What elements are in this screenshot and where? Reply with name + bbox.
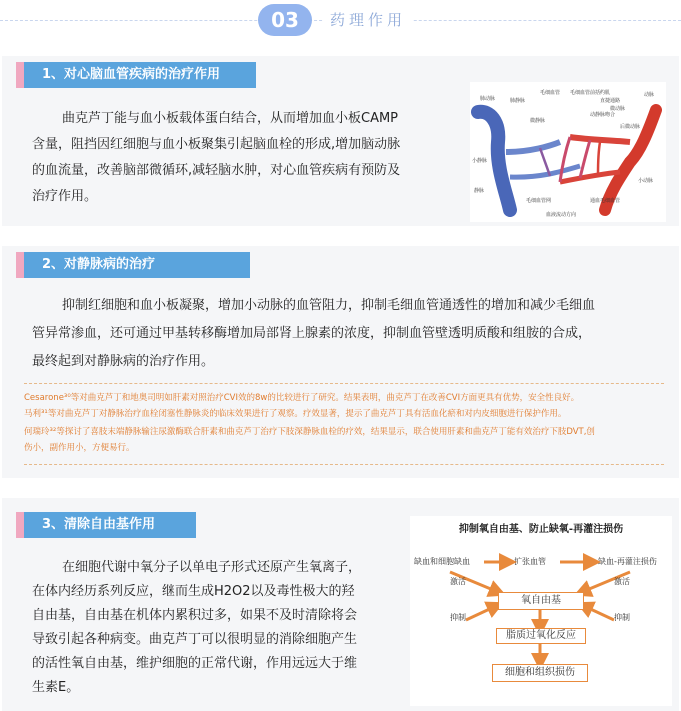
diagram-label: 肺动脉 bbox=[480, 96, 496, 102]
paragraph-line: 管异常渗血，还可通过甲基转移酶增加局部肾上腺素的浓度，抑制血管壁透明质酸和组胺的合成， bbox=[32, 326, 592, 341]
flowchart-top-label: 缺血-再灌注损伤 bbox=[598, 557, 657, 566]
flowchart-side-label: 激活 bbox=[450, 577, 466, 586]
diagram-label: 小动脉 bbox=[638, 178, 654, 184]
diagram-label: 小静脉 bbox=[472, 158, 488, 164]
section-title-tab bbox=[16, 252, 250, 278]
paragraph-line: 在细胞代谢中氧分子以单电子形式还原产生氧离子， bbox=[62, 560, 362, 575]
diagram-label: 血液流动方向 bbox=[546, 212, 577, 218]
diagram-label: 毛细血管前括约肌 bbox=[570, 90, 611, 96]
diagram-label: 动脉 bbox=[644, 92, 655, 98]
research-notes bbox=[24, 383, 664, 465]
section-title: 2、对静脉病的治疗 bbox=[42, 257, 156, 272]
paragraph-line: 治疗作用。 bbox=[32, 189, 98, 204]
section-title: 3、清除自由基作用 bbox=[42, 517, 156, 532]
diagram-label: 肺静脉 bbox=[510, 98, 526, 104]
note-line: 何瑞玲³²等探讨了喜肢末端静脉输注尿激酶联合肝素和曲克芦丁治疗下肢深静脉血栓的疗效，结果显示，联合使用肝素和曲克芦丁能有效治疗下肢DVT,创 bbox=[24, 427, 595, 437]
paragraph-line: 在体内经历系列反应，继而生成H2O2以及毒性极大的羟 bbox=[32, 584, 355, 599]
flowchart-side-label: 抑制 bbox=[614, 613, 630, 622]
diagram-label: 毛细血管网 bbox=[526, 198, 552, 204]
section-title: 1、对心脑血管疾病的治疗作用 bbox=[42, 67, 221, 82]
section-header bbox=[0, 0, 681, 40]
flowchart-box: 细胞和组织损伤 bbox=[492, 664, 588, 682]
note-line: Cesarone³⁰等对曲克芦丁和地奥司明如肝素对照治疗CVI效的8w的比较进行了研究。结果表明，曲克芦丁在改善CVI方面更具有优势，安全性良好。 bbox=[24, 393, 580, 403]
paragraph-line: 的活性氧自由基，维护细胞的正常代谢，作用远远大于维 bbox=[32, 656, 358, 671]
diagram-label: 微静脉 bbox=[530, 118, 546, 124]
capillary-diagram bbox=[470, 82, 666, 222]
card-free-radical bbox=[2, 490, 679, 711]
free-radical-flowchart bbox=[410, 516, 672, 706]
diagram-label: 直捷通路 bbox=[600, 98, 621, 104]
paragraph-line: 生素E。 bbox=[32, 680, 80, 695]
paragraph-line: 含量，阻挡因红细胞与血小板聚集引起脑血栓的形成,增加脑动脉 bbox=[32, 137, 401, 152]
section-label: 药理作用 bbox=[324, 8, 412, 32]
flowchart-title: 抑制氧自由基、防止缺氧-再灌注损伤 bbox=[458, 524, 624, 535]
flowchart-side-label: 抑制 bbox=[450, 613, 466, 622]
note-line: 伤小，副作用小，方便易行。 bbox=[24, 443, 135, 453]
diagram-label: 静脉 bbox=[474, 188, 485, 194]
note-line: 马利³¹等对曲克芦丁对静脉治疗血栓闭塞性静脉炎的临床效果进行了观察。疗效显著，提示了曲克芦丁具有活血化瘀和对内皮细胞进行保护作用。 bbox=[24, 409, 567, 419]
diagram-label: 微动脉 bbox=[610, 106, 626, 112]
section-title-tab bbox=[16, 62, 256, 88]
section-title-tab bbox=[16, 512, 196, 538]
section-number-badge: 03 bbox=[258, 4, 312, 36]
flowchart-top-label: 缺血和细胞缺血 bbox=[414, 557, 470, 566]
diagram-label: 毛细血管 bbox=[540, 90, 561, 96]
paragraph-line: 导致引起各种病变。曲克芦丁可以很明显的消除细胞产生 bbox=[32, 632, 358, 647]
paragraph-line: 自由基，自由基在机体内累积过多，如果不及时清除将会 bbox=[32, 608, 358, 623]
flowchart-side-label: 激活 bbox=[614, 577, 630, 586]
flowchart-box: 脂质过氧化反应 bbox=[496, 628, 586, 644]
paragraph-line: 曲克芦丁能与血小板载体蛋白结合，从而增加血小板CAMP bbox=[62, 111, 399, 126]
diagram-label: 动静脉吻合 bbox=[590, 112, 616, 118]
flowchart-top-label: 扩张血管 bbox=[514, 557, 546, 566]
diagram-label: 后微动脉 bbox=[620, 124, 641, 130]
paragraph-line: 的血流量，改善脑部微循环,减轻脑水肿，对心血管疾病有预防及 bbox=[32, 163, 401, 178]
flowchart-box: 氧自由基 bbox=[498, 592, 584, 610]
card-cardiovascular bbox=[2, 48, 679, 226]
paragraph-line: 最终起到对静脉病的治疗作用。 bbox=[32, 354, 215, 369]
diagram-label: 通血毛细血管 bbox=[590, 198, 621, 204]
paragraph-line: 抑制红细胞和血小板凝聚，增加小动脉的血管阻力，抑制毛细血管通透性的增加和减少毛细血 bbox=[62, 298, 596, 313]
